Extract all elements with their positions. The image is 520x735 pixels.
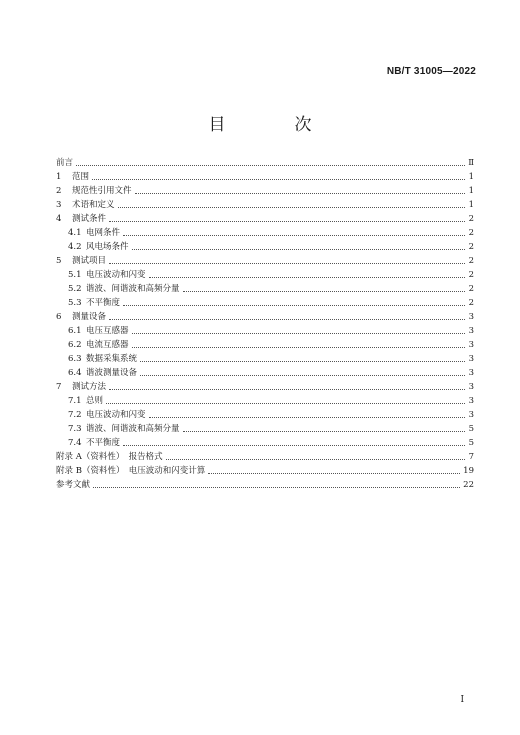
toc-entry-title: 附录 B（资料性） 电压波动和闪变计算 (56, 466, 206, 476)
toc-entry-title: 总则 (86, 396, 104, 406)
toc-entry-page: 2 (468, 228, 474, 238)
toc-entry-number: 2 (56, 186, 62, 196)
toc-entry-number: 6.2 (68, 340, 82, 350)
toc-entry-page: 1 (468, 200, 474, 210)
toc-entry (56, 155, 474, 169)
toc-leader-dots (92, 179, 465, 180)
toc-entry-title: 电网条件 (86, 228, 121, 238)
toc-entry-title: 规范性引用文件 (72, 186, 132, 196)
toc-entry-page: 3 (468, 382, 474, 392)
toc-leader-dots (123, 235, 465, 236)
toc-leader-dots (132, 333, 465, 334)
toc-entry (56, 323, 474, 337)
toc-entry-number: 7 (56, 382, 62, 392)
toc-entry (56, 253, 474, 267)
toc-entry-title: 不平衡度 (86, 298, 121, 308)
toc-entry-title: 测试条件 (72, 214, 107, 224)
toc-leader-dots (208, 473, 460, 474)
toc-entry-title: 不平衡度 (86, 438, 121, 448)
toc-entry (56, 239, 474, 253)
toc-entry-number: 6.1 (68, 326, 82, 336)
toc-leader-dots (166, 459, 465, 460)
toc-entry-title: 谐波测量设备 (86, 368, 138, 378)
standard-code: NB/T 31005—2022 (386, 66, 476, 77)
toc-entry (56, 393, 474, 407)
toc-entry-title: 风电场条件 (86, 242, 129, 252)
toc-entry-page: 5 (468, 424, 474, 434)
toc-entry (56, 183, 474, 197)
page-title: 目 次 (208, 115, 338, 135)
toc-entry-title: 附录 A（资料性） 报告格式 (56, 452, 163, 462)
toc-entry-title: 电压波动和闪变 (86, 410, 146, 420)
toc-entry-page: 19 (463, 466, 474, 476)
toc-entry-number: 5 (56, 256, 62, 266)
toc-entry (56, 379, 474, 393)
toc-leader-dots (76, 165, 465, 166)
toc-entry-number: 6 (56, 312, 62, 322)
toc-entry-title: 参考文献 (56, 480, 91, 490)
toc-entry-title: 测试方法 (72, 382, 107, 392)
toc-entry-number: 5.2 (68, 284, 82, 294)
toc-entry-page: 2 (468, 270, 474, 280)
toc-entry-number: 5.3 (68, 298, 82, 308)
toc-entry-page: 7 (468, 452, 474, 462)
toc-entry-title: 谐波、间谐波和高频分量 (86, 424, 180, 434)
toc-entry-number: 7.3 (68, 424, 82, 434)
toc-entry-page: 1 (468, 172, 474, 182)
toc-entry-page: 3 (468, 368, 474, 378)
toc-entry-page: Ⅱ (468, 158, 474, 168)
toc-entry (56, 421, 474, 435)
toc-entry (56, 211, 474, 225)
toc-entry-page: 2 (468, 284, 474, 294)
toc-entry-page: 2 (468, 298, 474, 308)
toc-entry-number: 6.4 (68, 368, 82, 378)
toc-entry-number: 1 (56, 172, 62, 182)
toc-leader-dots (132, 347, 465, 348)
toc-leader-dots (93, 487, 460, 488)
toc-entry (56, 267, 474, 281)
toc-entry-title: 电压波动和闪变 (86, 270, 146, 280)
toc-entry-page: 3 (468, 410, 474, 420)
toc-entry-number: 4.1 (68, 228, 82, 238)
page-number: I (460, 695, 464, 705)
toc-entry-title: 测试项目 (72, 256, 107, 266)
toc-entry-number: 6.3 (68, 354, 82, 364)
toc-entry (56, 281, 474, 295)
toc-leader-dots (135, 193, 465, 194)
toc-entry (56, 351, 474, 365)
toc-entry-page: 2 (468, 242, 474, 252)
toc-leader-dots (140, 361, 465, 362)
toc-leader-dots (123, 445, 465, 446)
toc-entry (56, 337, 474, 351)
toc-entry (56, 435, 474, 449)
toc-leader-dots (109, 389, 465, 390)
toc-entry (56, 197, 474, 211)
toc-entry (56, 449, 474, 463)
toc-entry (56, 407, 474, 421)
toc-entry-number: 7.2 (68, 410, 82, 420)
toc-leader-dots (183, 431, 465, 432)
toc-entry-title: 前言 (56, 158, 74, 168)
toc-entry-title: 电流互感器 (86, 340, 129, 350)
toc-leader-dots (149, 417, 465, 418)
toc-entry-page: 3 (468, 340, 474, 350)
toc-entry-number: 3 (56, 200, 62, 210)
toc-entry-page: 3 (468, 312, 474, 322)
toc-entry-page: 5 (468, 438, 474, 448)
toc-entry-page: 22 (463, 480, 474, 490)
toc-entry-title: 范围 (72, 172, 90, 182)
toc-leader-dots (109, 263, 465, 264)
toc-leader-dots (183, 291, 465, 292)
toc-entry-page: 2 (468, 256, 474, 266)
toc-entry (56, 477, 474, 491)
toc-entry (56, 463, 474, 477)
toc-leader-dots (118, 207, 465, 208)
toc-leader-dots (123, 305, 465, 306)
table-of-contents (56, 155, 474, 491)
toc-leader-dots (109, 221, 465, 222)
toc-leader-dots (140, 375, 465, 376)
toc-entry (56, 309, 474, 323)
toc-entry-page: 2 (468, 214, 474, 224)
toc-entry-page: 3 (468, 354, 474, 364)
toc-entry-number: 4.2 (68, 242, 82, 252)
toc-entry-page: 3 (468, 396, 474, 406)
toc-entry-number: 7.4 (68, 438, 82, 448)
toc-entry (56, 169, 474, 183)
toc-entry-title: 谐波、间谐波和高频分量 (86, 284, 180, 294)
toc-leader-dots (109, 319, 465, 320)
toc-entry (56, 295, 474, 309)
toc-entry-page: 3 (468, 326, 474, 336)
toc-entry-number: 4 (56, 214, 62, 224)
toc-leader-dots (132, 249, 465, 250)
toc-entry (56, 225, 474, 239)
toc-entry-title: 电压互感器 (86, 326, 129, 336)
toc-entry-title: 数据采集系统 (86, 354, 138, 364)
toc-entry-title: 术语和定义 (72, 200, 115, 210)
toc-entry-number: 5.1 (68, 270, 82, 280)
toc-entry-number: 7.1 (68, 396, 82, 406)
toc-entry (56, 365, 474, 379)
toc-leader-dots (149, 277, 465, 278)
toc-entry-page: 1 (468, 186, 474, 196)
toc-entry-title: 测量设备 (72, 312, 107, 322)
toc-leader-dots (106, 403, 465, 404)
